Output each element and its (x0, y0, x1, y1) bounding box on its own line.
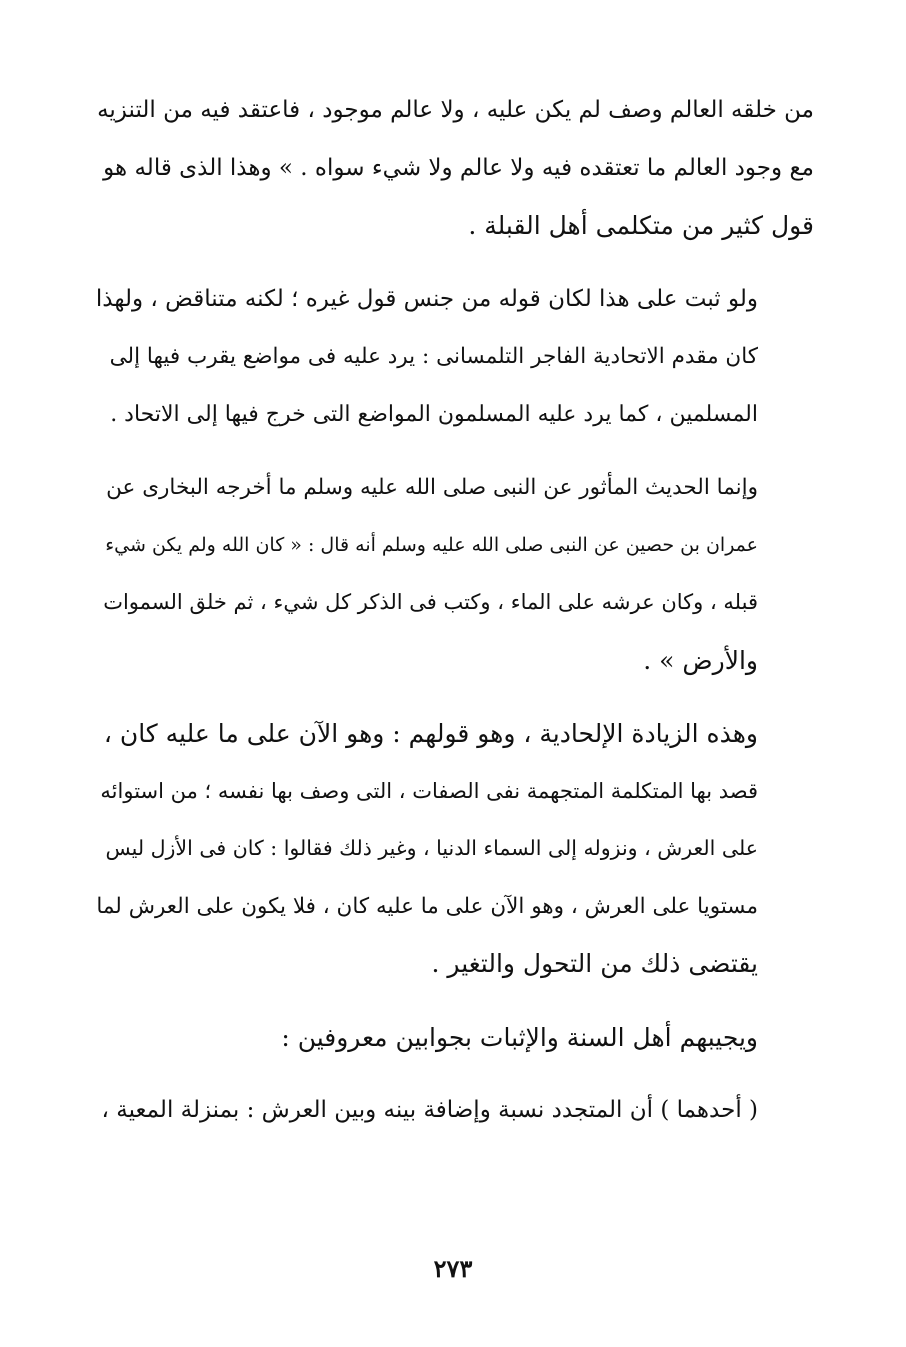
paragraph (96, 705, 814, 993)
text-line: على العرش ، ونزوله إلى السماء الدنيا ، وغير ذلك فقالوا : كان فى الأزل ليس (105, 836, 758, 860)
text-line: المسلمين ، كما يرد عليه المسلمون المواضع التى خرج فيها إلى الاتحاد . (110, 401, 758, 427)
text-line: وإنما الحديث المأثور عن النبى صلى الله عليه وسلم ما أخرجه البخارى عن (106, 475, 758, 500)
text-line: ولو ثبت على هذا لكان قوله من جنس قول غيره ؛ لكنه متناقض ، ولهذا (95, 285, 758, 312)
paragraph (96, 1082, 814, 1140)
body-text (96, 82, 814, 1140)
text-line: كان مقدم الاتحادية الفاجر التلمسانى : يرد عليه فى مواضع يقرب فيها إلى (109, 344, 758, 369)
text-line: وهذه الزيادة الإلحادية ، وهو قولهم : وهو الآن على ما عليه كان ، (103, 719, 758, 748)
text-line: يقتضى ذلك من التحول والتغير . (431, 949, 758, 978)
text-line: ( أحدهما ) أن المتجدد نسبة وإضافة بينه وبين العرش : بمنزلة المعية ، (101, 1097, 758, 1123)
text-line: مع وجود العالم ما تعتقده فيه ولا عالم ولا شيء سواه . » وهذا الذى قاله هو (103, 154, 814, 181)
text-line: عمران بن حصين عن النبى صلى الله عليه وسلم أنه قال : « كان الله ولم يكن شيء (105, 533, 758, 556)
text-line: مستويا على العرش ، وهو الآن على ما عليه كان ، فلا يكون على العرش لما (96, 893, 758, 919)
page-number: ٢٧٣ (433, 1254, 473, 1283)
text-line: قصد بها المتكلمة المتجهمة نفى الصفات ، التى وصف بها نفسه ؛ من استوائه (100, 778, 758, 803)
paragraph (96, 82, 814, 255)
text-line: من خلقه العالم وصف لم يكن عليه ، ولا عالم موجود ، فاعتقد فيه من التنزيه (97, 97, 814, 123)
paragraph (96, 459, 814, 689)
text-line: قبله ، وكان عرشه على الماء ، وكتب فى الذكر كل شيء ، ثم خلق السموات (103, 590, 758, 614)
text-line: ويجيبهم أهل السنة والإثبات بجوابين معروفين : (281, 1022, 758, 1052)
text-line: قول كثير من متكلمى أهل القبلة . (468, 211, 814, 240)
paragraph (96, 1009, 814, 1067)
paragraph (96, 271, 814, 444)
text-line: والأرض » . (643, 645, 758, 675)
